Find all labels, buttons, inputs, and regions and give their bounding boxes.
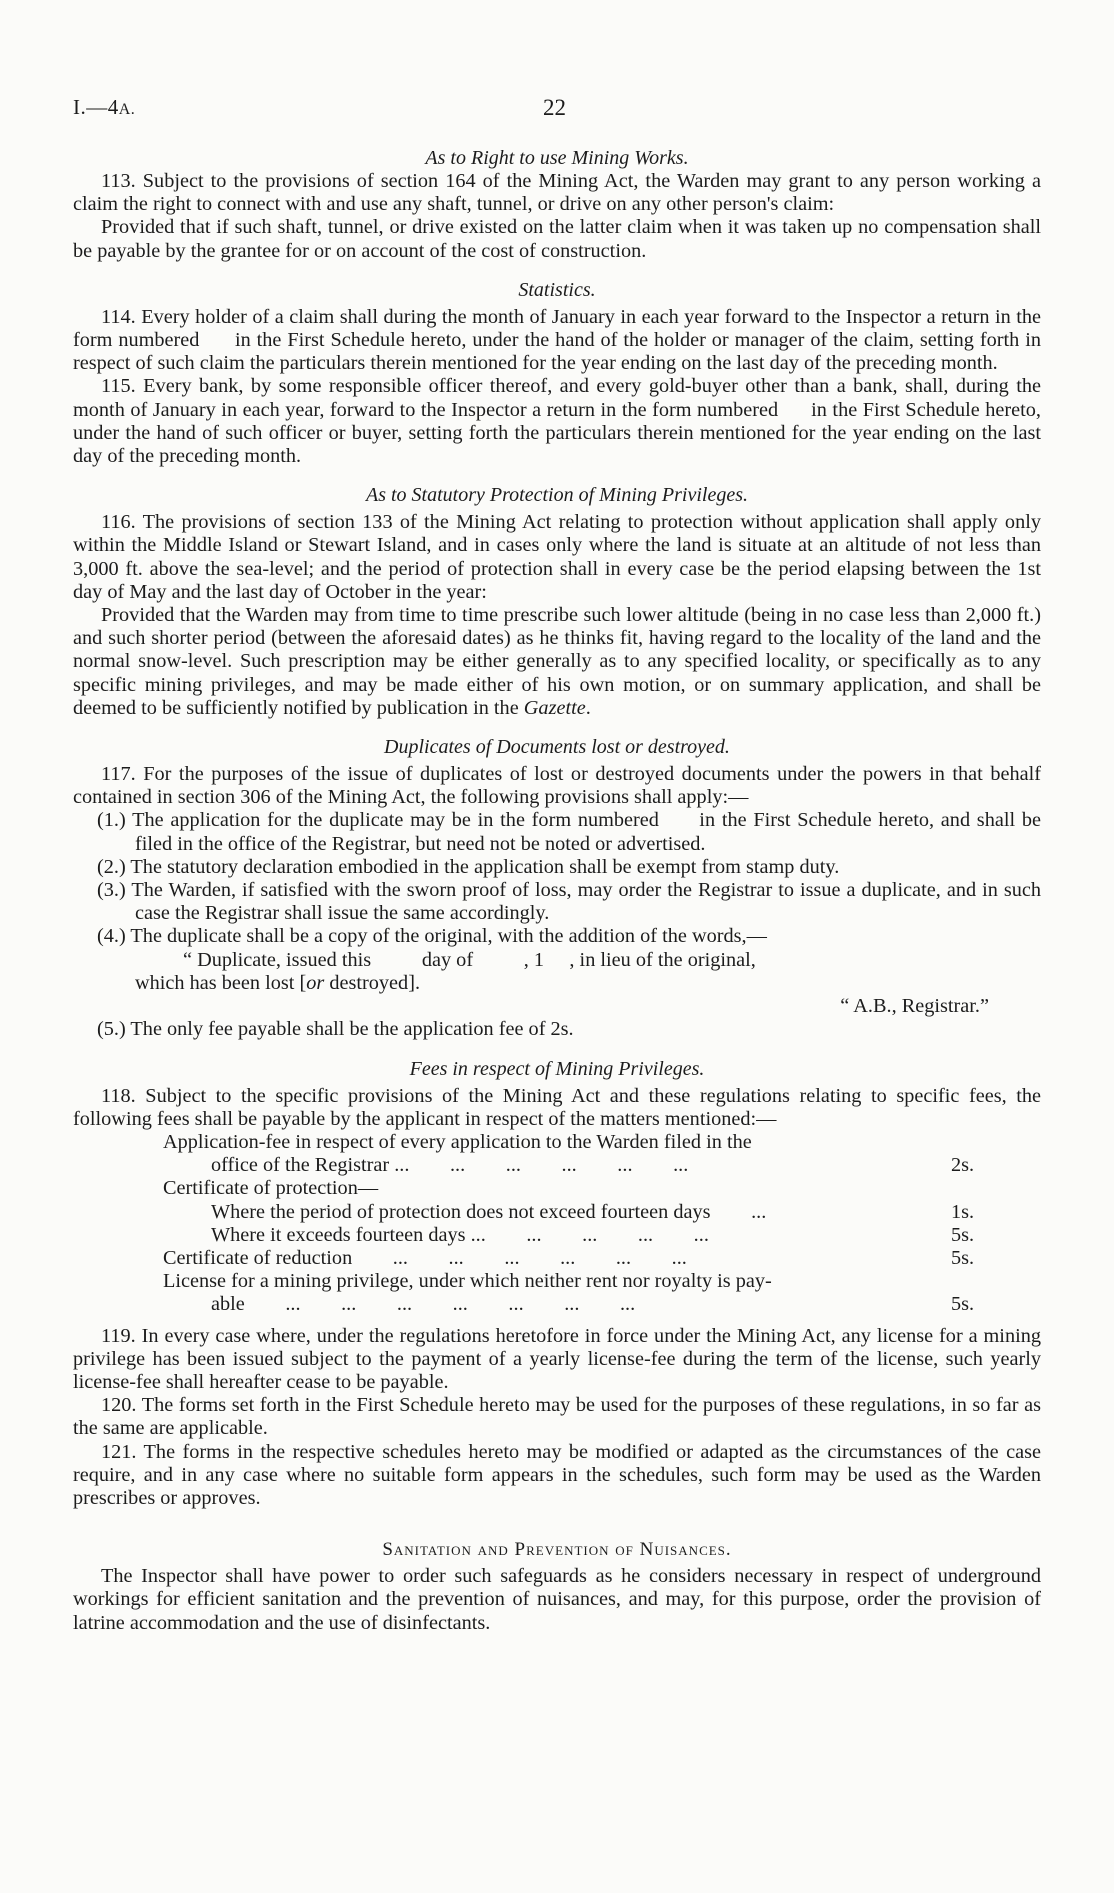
clause-117-subclauses-cont — [73, 1018, 1041, 1041]
page-header — [73, 96, 1041, 126]
clause-113-proviso: Provided that if such shaft, tunnel, or drive existed on the latter claim when it was taken up no compensation shall be payable by the grantee for or on account of the cost of construction. — [73, 216, 1041, 262]
subclause-5: (5.) The only fee payable shall be the application fee of 2s. — [97, 1018, 574, 1041]
fees-row — [163, 1154, 1011, 1177]
clause-116-proviso-end: . — [585, 696, 591, 719]
fees-row — [163, 1293, 1011, 1316]
fees-item-application-cont: office of the Registrar ... ... ... ... ... ... — [211, 1154, 689, 1177]
fees-item-license: License for a mining privilege, under which neither rent nor royalty is pay- — [163, 1270, 772, 1293]
fees-amount-protection-long: 5s. — [951, 1223, 975, 1246]
subclause-4: (4.) The duplicate shall be a copy of the original, with the addition of the words,— — [97, 925, 767, 948]
fees-row — [163, 1224, 1011, 1247]
duplicate-wording-line-1: “ Duplicate, issued this day of , 1 , in lieu of the original, — [183, 948, 756, 971]
clause-120: 120. The forms set forth in the First Schedule hereto may be used for the purposes of these regulations, in so far as the same are applicable. — [73, 1394, 1041, 1440]
fees-item-protection-short: Where the period of protection does not exceed fourteen days ... — [211, 1200, 767, 1223]
spacer — [73, 1317, 1041, 1325]
fees-item-protection-long: Where it exceeds fourteen days ... ... ... ... ... — [211, 1223, 709, 1246]
clause-116: 116. The provisions of section 133 of the Mining Act relating to protection without application shall apply only within the Middle Island or Stewart Island, and in cases only where the land is situate at an altitude of not less than 3,000 ft. above the sea-level; and the period of protection shall in every case be the period elapsing between the 1st day of May and the last day of October in the year: — [73, 511, 1041, 603]
subclause-3: (3.) The Warden, if satisfied with the sworn proof of loss, may order the Registrar to issue a duplicate, and in such case the Registrar shall issue the same accordingly. — [97, 879, 1041, 925]
clause-118: 118. Subject to the specific provisions of the Mining Act and these regulations relating to specific fees, the following fees shall be payable by the applicant in respect of the matters mentioned:— — [73, 1084, 1041, 1130]
clause-117: 117. For the purposes of the issue of duplicates of lost or destroyed documents under the powers in that behalf contained in section 306 of the Mining Act, the following provisions shall apply:— — [73, 763, 1041, 809]
fees-amount-application: 2s. — [951, 1154, 975, 1177]
fees-item-application: Application-fee in respect of every application to the Warden filed in the — [163, 1130, 752, 1153]
fees-amount-empty — [945, 1177, 1011, 1200]
fees-row — [163, 1270, 1011, 1293]
fees-schedule-table — [163, 1131, 1011, 1317]
section-heading-duplicates: Duplicates of Documents lost or destroyed. — [384, 736, 730, 759]
page-number: 22 — [543, 95, 566, 120]
document-reference — [73, 96, 135, 121]
fees-row — [163, 1201, 1011, 1224]
subclause-1: (1.) The application for the duplicate may be in the form numbered in the First Schedule hereto, and shall be filed in the office of the Registrar, but need not be noted or advertised. — [97, 809, 1047, 855]
section-heading-fees: Fees in respect of Mining Privileges. — [409, 1057, 705, 1080]
duplicate-wording-line-2-a: which has been lost [ — [135, 971, 307, 994]
fees-item-certificate-protection: Certificate of protection— — [163, 1177, 379, 1200]
clause-116-proviso-text: Provided that the Warden may from time to time prescribe such lower altitude (being in no case less than 2,000 ft.) and such shorter period (between the aforesaid dates) as he thinks fit, having regard to the locality of the land and the normal snow-level. Such prescription may be either generally as to any specified locality, or specifically as to any specific mining privileges, and may be made either of his own motion, or on summary application, and shall be deemed to be sufficiently notified by publication in the — [73, 604, 1041, 719]
fees-amount-protection-short: 1s. — [951, 1200, 975, 1223]
section-heading-sanitation: Sanitation and Prevention of Nuisances. — [382, 1539, 732, 1561]
fees-item-certificate-reduction: Certificate of reduction ... ... ... ... ... ... — [163, 1246, 687, 1269]
section-heading-statutory-protection: As to Statutory Protection of Mining Privileges. — [366, 484, 748, 507]
clause-119: 119. In every case where, under the regulations heretofore in force under the Mining Act, any license for a mining privilege has been issued subject to the payment of a yearly license-fee during the term of the license, such yearly license-fee shall hereafter cease to be payable. — [73, 1324, 1041, 1393]
clause-115: 115. Every bank, by some responsible officer thereof, and every gold-buyer other than a bank, shall, during the month of January in each year, forward to the Inspector a return in the form numbered in the First Schedule hereto, under the hand of such officer or buyer, setting forth the particulars therein mentioned for the year ending on the last day of the preceding month. — [73, 375, 1047, 468]
fees-amount-empty — [945, 1131, 1011, 1154]
fees-amount-certificate-reduction: 5s. — [951, 1246, 975, 1269]
section-heading-right-to-use: As to Right to use Mining Works. — [425, 147, 689, 169]
fees-row — [163, 1131, 1011, 1154]
document-reference-main: I.—4 — [73, 95, 119, 119]
clause-114: 114. Every holder of a claim shall during the month of January in each year forward to the Inspector a return in the form numbered in the First Schedule hereto, under the hand of the holder or manager of the claim, setting forth in respect of such claim the particulars therein mentioned for the year ending on the last day of the preceding month. — [73, 305, 1047, 375]
gazette-reference: Gazette — [523, 696, 586, 719]
duplicate-wording-line-2-b: destroyed]. — [324, 971, 421, 994]
fees-amount-license: 5s. — [951, 1293, 975, 1316]
duplicate-wording-quote — [73, 949, 1041, 1019]
section-heading-statistics: Statistics. — [518, 278, 596, 301]
page-body — [73, 147, 1047, 1635]
document-reference-suffix: A. — [118, 101, 136, 118]
clause-121: 121. The forms in the respective schedules hereto may be modified or adapted as the circumstances of the case require, and in any case where no suitable form appears in the schedules, such form may be used as the Warden prescribes or approves. — [73, 1440, 1041, 1509]
duplicate-wording-line-2 — [135, 972, 1041, 995]
fees-row — [163, 1177, 1011, 1200]
sanitation-clause: The Inspector shall have power to order such safeguards as he considers necessary in respect of underground workings for efficient sanitation and the prevention of nuisances, and may, for this purpose, order the provision of latrine accommodation and the use of disinfectants. — [73, 1565, 1041, 1634]
fees-item-license-cont: able ... ... ... ... ... ... ... — [211, 1293, 636, 1316]
clause-116-proviso — [73, 604, 1041, 720]
fees-amount-empty — [945, 1270, 1011, 1293]
clause-113: 113. Subject to the provisions of section 164 of the Mining Act, the Warden may grant to any person working a claim the right to connect with and use any shaft, tunnel, or drive on any other person's claim: — [73, 170, 1041, 216]
clause-117-subclauses — [73, 809, 1047, 948]
subclause-2: (2.) The statutory declaration embodied in the application shall be exempt from stamp duty. — [97, 855, 840, 878]
registrar-signature: “ A.B., Registrar.” — [840, 995, 989, 1018]
fees-row — [163, 1247, 1011, 1270]
duplicate-wording-or: or — [306, 971, 325, 994]
